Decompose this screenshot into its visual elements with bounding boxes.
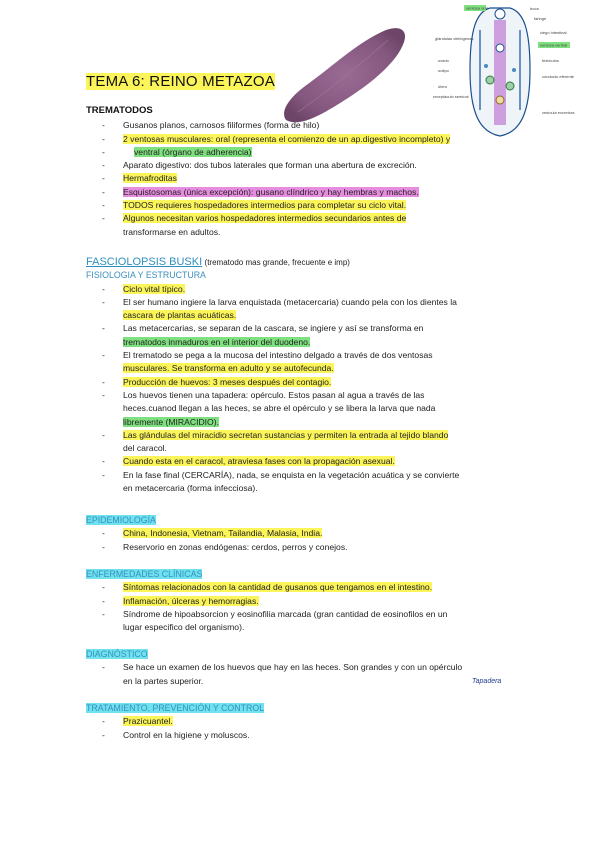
list-item: - El ser humano ingiere la larva enquistada (metacercaria) cuando pela con los dientes la cascara de plantas acuáticas. [86,296,526,323]
page-title: TEMA 6: REINO METAZOA [86,73,275,90]
list-item: - Cuando esta en el caracol, atraviesa fases con la propagación asexual. [86,455,526,468]
heading-fisiologia: FISIOLOGIA Y ESTRUCTURA [86,270,206,281]
label-ovario: ovario [438,58,449,63]
label-receptaculo: receptáculo seminal [433,94,469,99]
section-diagnostico [86,648,526,688]
list-item: - Las metacercarias, se separan de la cascara, se ingiere y así se transforma en trematodos inmaduros en el interior del duodeno. [86,322,526,349]
section-tratamiento [86,702,526,742]
label-ventosa-oral: ventosa oral [466,5,488,11]
list-item: - En la fase final (CERCARÍA), nada, se enquista en la vegetación acuática y se convierte en metacercaria (forma infecciosa). [86,469,526,496]
list-item: - Gusanos planos, carnosos filiformes (forma de hilo) [86,119,526,132]
list-item: - Síntomas relacionados con la cantidad de gusanos que tengamos en el intestino. [86,581,526,594]
label-vesicula: vesícula excretora [542,110,575,115]
heading-diagnostico: DIAGNÓSTICO [86,649,148,659]
list-item: - 2 ventosas musculares: oral (representa el comienzo de un ap.digestivo incompleto) y [86,133,526,146]
label-boca: boca [530,6,539,11]
list-item: - Se hace un examen de los huevos que hay en las heces. Son grandes y con un opérculo en la partes superior. [86,661,526,688]
list-item: - Síndrome de hipoabsorcion y eosinofilia marcada (gran cantidad de eosinofilos en un lugar especifico del organismo). [86,608,526,635]
label-testiculos: testículos [542,58,559,63]
list-item: - Inflamación, úlceras y hemorragias. [86,595,526,608]
label-utero: útero [438,84,448,89]
list-item: - Prazicuantel. [86,715,526,728]
list-item: - Reservorio en zonas endógenas: cerdos, perros y conejos. [86,541,526,554]
heading-fasciolopsis: FASCIOLOPSIS BUSKI (trematodo mas grande, frecuente e imp) [86,256,350,268]
list-item: - Los huevos tienen una tapadera: opérculo. Estos pasan al agua a través de las heces.cuanod llegan a las heces, se abre el opérculo y se libera la larva que nada libremente (MIRACIDIO). [86,389,526,429]
section-enfermedades [86,568,526,634]
label-ventosa-ventral: ventosa ventral [540,42,568,48]
label-ciego: ciego intestinal [540,30,567,35]
label-ootipo: ootipo [438,68,449,73]
heading-epidemiologia: EPIDEMIOLOGÍA [86,515,156,525]
list-item: - Esquistosomas (única excepción): gusano clíndrico y hay hembras y machos. [86,186,526,199]
list-item: - China, Indonesia, Vietnam, Tailandia, Malasia, India. [86,527,526,540]
section-fasciolopsis [86,256,526,495]
list-item: - Algunos necesitan varios hospedadores intermedios secundarios antes de transformarse en adultos. [86,212,526,239]
section-trematodos [86,104,526,239]
label-faringe: faringe [534,16,547,21]
list-item: - ventral (órgano de adherencia) [86,146,526,159]
handwritten-annotation: Tapadera [472,678,502,685]
heading-enfermedades: ENFERMEDADES CLÍNICAS [86,569,203,579]
list-item: - El trematodo se pega a la mucosa del intestino delgado a través de dos ventosas musculares. Se transforma en adulto y se autofecunda. [86,349,526,376]
list-item: - Hermafroditas [86,172,526,185]
list-item: - Ciclo vital típico. [86,283,526,296]
list-item: - Las glándulas del miracidio secretan sustancias y permiten la entrada al tejido blando del caracol. [86,429,526,456]
label-conducto: conducto eferente [542,74,575,79]
label-glandulas: glándulas vitelógenas [435,36,474,41]
list-item: - Control en la higiene y moluscos. [86,729,526,742]
list-item: - Producción de huevos: 3 meses después del contagio. [86,376,526,389]
list-item: - TODOS requieres hospedadores intermedios para completar su ciclo vital. [86,199,526,212]
list-item: - Aparato digestivo: dos tubos laterales que forman una abertura de excreción. [86,159,526,172]
heading-trematodos: TREMATODOS [86,105,153,116]
section-epidemiologia [86,514,526,554]
heading-tratamiento: TRATAMIENTO, PREVENCIÓN Y CONTROL [86,703,265,713]
